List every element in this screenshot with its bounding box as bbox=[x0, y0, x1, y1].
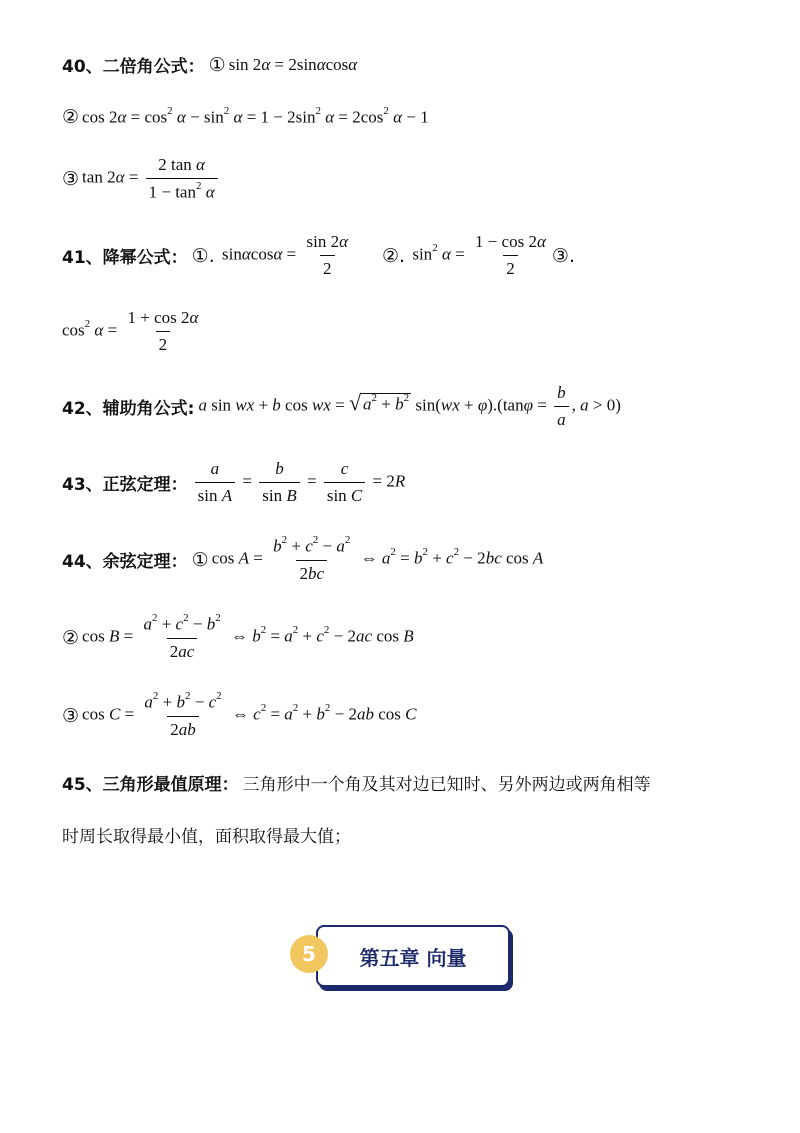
circled-2: ② bbox=[62, 626, 80, 649]
circled-3: ③ bbox=[62, 167, 80, 190]
circled-2: ② bbox=[62, 106, 80, 128]
formula-45-line1 bbox=[62, 770, 651, 795]
formula-45-heading: 45、三角形最值原理： bbox=[62, 775, 239, 795]
chapter-number-badge bbox=[290, 935, 328, 973]
formula-41-3: $\cos^2 \alpha$ = $\frac{1 + \cos 2\alpha}{2}$ bbox=[62, 308, 199, 354]
formula-42-line bbox=[62, 383, 621, 430]
chapter-banner bbox=[316, 925, 510, 987]
formula-44-line1 bbox=[62, 536, 543, 584]
circled-3: ③ bbox=[62, 704, 80, 727]
formula-40-heading: 40、二倍角公式： bbox=[62, 57, 205, 77]
circled-2: ②. bbox=[382, 244, 406, 267]
formula-41-line2 bbox=[62, 308, 204, 355]
formula-41-1: sinαcosα = $\frac{\sin 2\alpha}{2}$ bbox=[217, 232, 349, 278]
formula-41-2: $\sin^2 \alpha$ = $\frac{1 - \cos 2\alpha}{2}$ bbox=[408, 232, 546, 278]
formula-43-heading: 43、正弦定理： bbox=[62, 475, 188, 495]
formula-41-line1 bbox=[62, 232, 578, 279]
formula-45-text-1: 三角形中一个角及其对边已知时、另外两边或两角相等 bbox=[242, 775, 651, 795]
formula-43: $\frac{a}{\text{sin A}}$ = $\frac{b}{\text{sin B}}$ = $\frac{c}{\text{sin C}}$ = 2R bbox=[192, 459, 406, 506]
formula-40-line2 bbox=[62, 106, 429, 128]
circled-1: ① bbox=[208, 53, 226, 76]
formula-40-line1 bbox=[62, 52, 357, 77]
formula-42-heading: 42、辅助角公式: bbox=[62, 399, 195, 419]
formula-40-1: sin 2α = 2sinαcosα bbox=[228, 54, 358, 74]
circled-3: ③. bbox=[551, 244, 575, 267]
formula-44-3: cos C = $\frac{a^2 + b^2 - c^2}{2ab}$ ⇔ $c^2 = a^2 + b^2 - 2ab$ cos C bbox=[82, 690, 417, 739]
formula-40-3: tan 2α = $\frac{\text{2 tan α}}{1 - \tan^2 \alpha}$ bbox=[82, 155, 221, 203]
formula-44-1: cos A = $\frac{b^2 + c^2 - a^2}{2bc}$ ⇔ $a^2 = b^2 + c^2 - 2bc$ cos A bbox=[211, 534, 544, 583]
chapter-title: 第五章 向量 bbox=[359, 945, 467, 970]
formula-40-2: $\cos 2\alpha = \cos^2 \alpha - \sin^2 \alpha = 1 - 2\sin^2$ $\alpha = 2\cos^2$ α − 1 bbox=[82, 104, 429, 127]
formula-42: a sin wx + b cos wx = √ $a^2 + b^2$ sin(wx + φ).(tanφ = $\frac{b}{a}$ , a > 0) bbox=[198, 383, 621, 429]
formula-44-line3 bbox=[62, 692, 416, 740]
formula-40-line3 bbox=[62, 155, 221, 203]
formula-45-text-2: 时周长取得最小值，面积取得最大值； bbox=[62, 827, 351, 847]
formula-43-line bbox=[62, 459, 405, 506]
circled-1: ①. bbox=[191, 244, 215, 267]
formula-45-line2 bbox=[62, 822, 351, 847]
circled-1: ① bbox=[191, 548, 209, 571]
formula-44-heading: 44、余弦定理： bbox=[62, 552, 188, 573]
chapter-number: 5 bbox=[302, 942, 316, 966]
formula-44-2: cos B = $\frac{a^2 + c^2 - b^2}{2ac}$ ⇔ $b^2 = a^2 + c^2 - 2ac$ cos B bbox=[82, 612, 414, 661]
formula-44-line2 bbox=[62, 614, 414, 662]
formula-41-heading: 41、降幂公式： bbox=[62, 248, 188, 268]
